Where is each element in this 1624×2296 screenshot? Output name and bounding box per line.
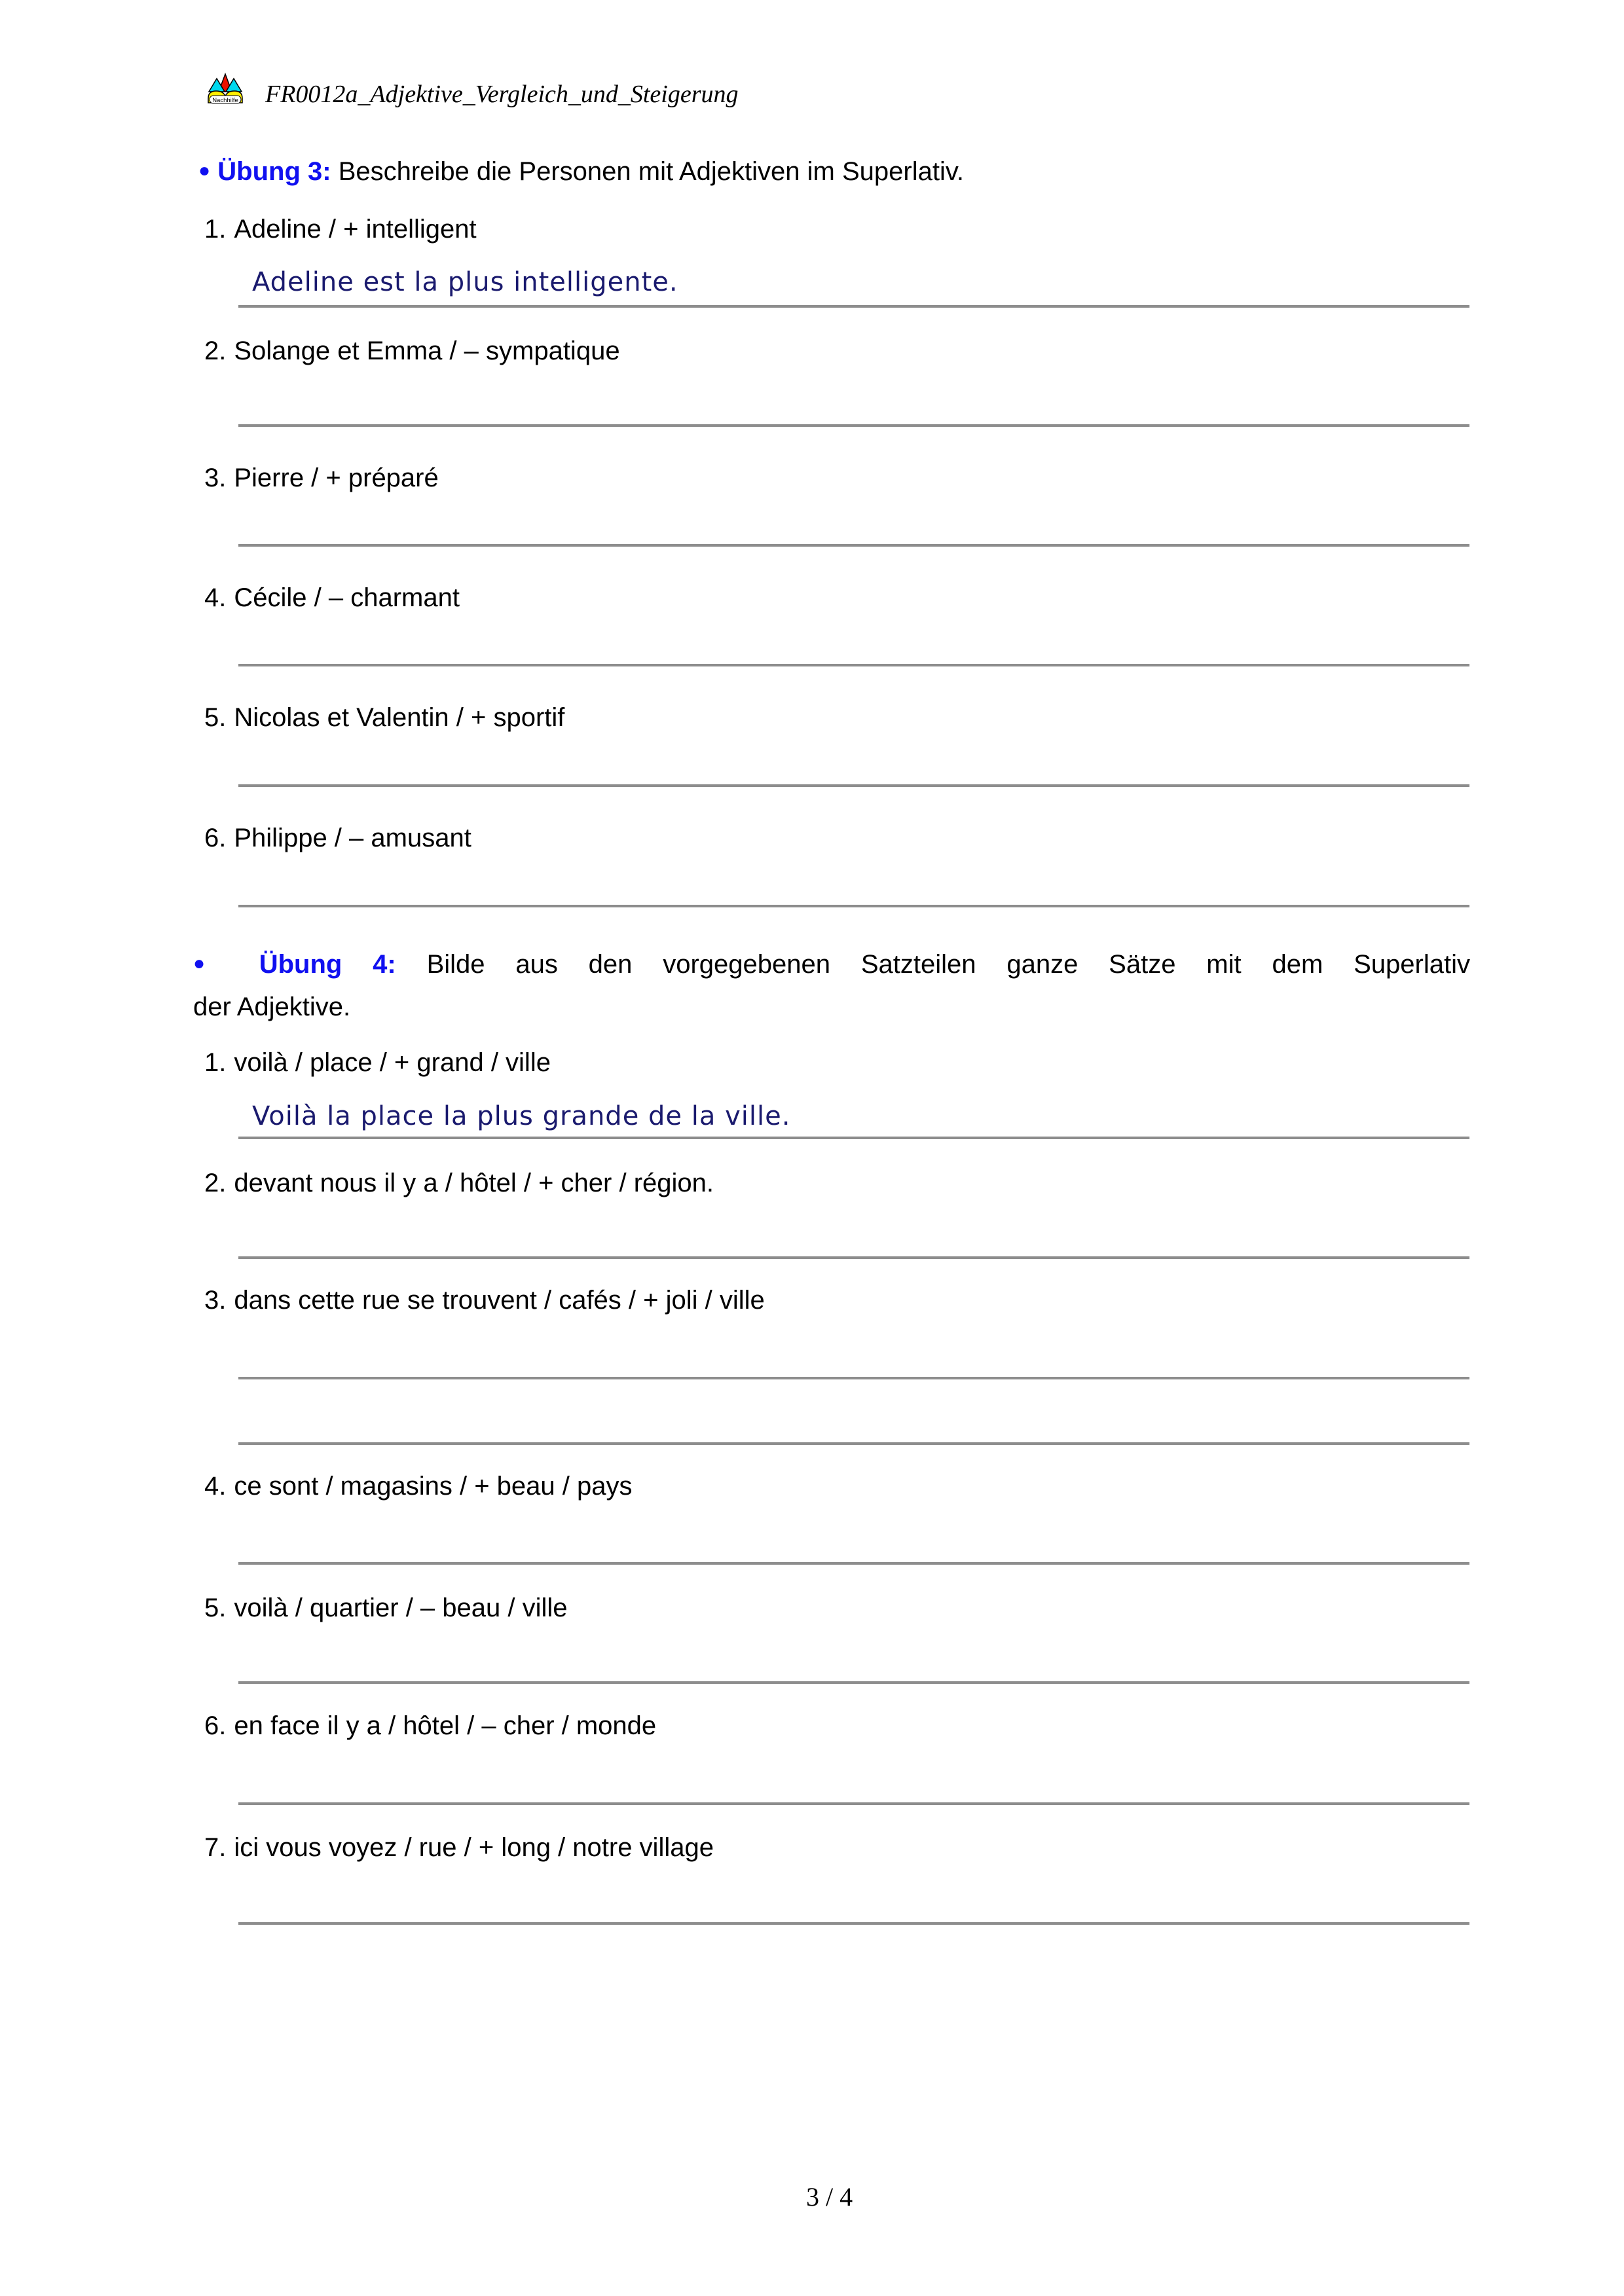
bullet-icon: ● <box>198 160 211 181</box>
exercise4-item-2 <box>204 1169 714 1198</box>
exercise4-item-7 <box>204 1833 714 1863</box>
exercise4-instruction-line1: Bilde aus den vorgegebenen Satzteilen ganze Sätze mit dem Superlativ <box>426 950 1470 979</box>
exercise4-instruction-line2: der Adjektive. <box>193 993 351 1021</box>
writing-line <box>238 905 1469 907</box>
item-text: Solange et Emma / – sympatique <box>234 337 620 365</box>
exercise4-label: Übung 4: <box>259 950 396 979</box>
item-number: 5. <box>204 1594 227 1622</box>
item-text: Pierre / + préparé <box>234 464 439 492</box>
handwritten-answer: Voilà la place la plus grande de la ville. <box>252 1101 791 1131</box>
item-number: 3. <box>204 1286 227 1315</box>
writing-line <box>238 1922 1469 1925</box>
writing-line <box>238 664 1469 666</box>
writing-line <box>238 1802 1469 1805</box>
exercise3-item-3 <box>204 464 439 493</box>
item-text: ce sont / magasins / + beau / pays <box>234 1472 633 1501</box>
bullet-icon: ● <box>193 953 229 974</box>
item-number: 3. <box>204 464 227 492</box>
exercise4-item-5 <box>204 1594 568 1623</box>
page-number: 3 / 4 <box>806 2182 853 2212</box>
handwritten-answer: Adeline est la plus intelligente. <box>252 267 678 297</box>
item-text: dans cette rue se trouvent / cafés / + joli / ville <box>234 1286 765 1315</box>
item-text: Nicolas et Valentin / + sportif <box>234 703 565 732</box>
writing-line <box>238 305 1469 308</box>
exercise3-item-2 <box>204 337 620 366</box>
item-text: en face il y a / hôtel / – cher / monde <box>234 1711 657 1740</box>
item-number: 7. <box>204 1833 227 1862</box>
item-text: ici vous voyez / rue / + long / notre village <box>234 1833 714 1862</box>
exercise3-item-5 <box>204 703 564 733</box>
writing-line <box>238 1256 1469 1259</box>
item-text: voilà / place / + grand / ville <box>234 1048 551 1077</box>
writing-line <box>238 1377 1469 1379</box>
exercise3-item-6 <box>204 824 471 853</box>
item-text: Adeline / + intelligent <box>234 215 477 244</box>
writing-line <box>238 1137 1469 1139</box>
writing-line <box>238 1562 1469 1565</box>
exercise3-heading <box>198 157 964 187</box>
item-text: voilà / quartier / – beau / ville <box>234 1594 568 1622</box>
exercise3-instruction: Beschreibe die Personen mit Adjektiven im Superlativ. <box>338 157 964 186</box>
item-number: 6. <box>204 824 227 852</box>
writing-line <box>238 424 1469 427</box>
item-number: 1. <box>204 215 227 244</box>
item-number: 4. <box>204 1472 227 1501</box>
item-number: 1. <box>204 1048 227 1077</box>
exercise3-item-4 <box>204 583 460 613</box>
item-text: devant nous il y a / hôtel / + cher / région. <box>234 1169 714 1197</box>
document-title: FR0012a_Adjektive_Vergleich_und_Steigerung <box>265 81 739 108</box>
logo-text: Nachhilfe <box>212 97 238 104</box>
exercise3-label: Übung 3: <box>217 157 331 186</box>
exercise3-item-1 <box>204 215 477 244</box>
item-number: 5. <box>204 703 227 732</box>
item-number: 2. <box>204 337 227 365</box>
nachhilfe-logo-icon <box>207 72 244 105</box>
writing-line <box>238 544 1469 547</box>
item-text: Cécile / – charmant <box>234 583 460 612</box>
writing-line <box>238 784 1469 787</box>
exercise4-item-6 <box>204 1711 656 1741</box>
item-number: 4. <box>204 583 227 612</box>
item-number: 6. <box>204 1711 227 1740</box>
exercise4-item-4 <box>204 1472 632 1501</box>
writing-line <box>238 1442 1469 1445</box>
exercise4-item-3 <box>204 1286 765 1315</box>
exercise4-heading <box>193 950 1470 979</box>
item-number: 2. <box>204 1169 227 1197</box>
exercise4-item-1 <box>204 1048 551 1078</box>
writing-line <box>238 1681 1469 1684</box>
item-text: Philippe / – amusant <box>234 824 471 852</box>
